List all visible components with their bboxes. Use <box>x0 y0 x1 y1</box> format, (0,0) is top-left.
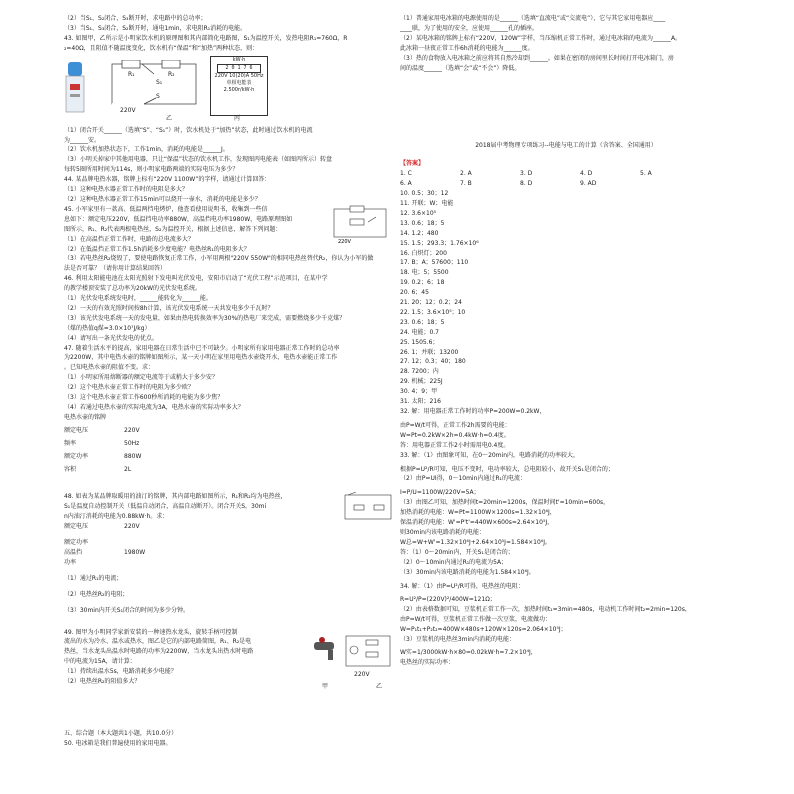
text-line: 为______安。 <box>64 136 101 144</box>
text-line: 法是否可靠？（请你用计算结果回答） <box>64 265 167 273</box>
solution-line: 33. 解：（1）由图象可知，在0～20min内，电路消耗的功率较大， <box>400 451 580 459</box>
text-line: （2）这种电热水器正常工作15min可以烧开一壶水，消耗的电能是多少？ <box>64 195 261 203</box>
circuit-diagram <box>342 492 394 524</box>
meter-unit: kW·h <box>232 56 246 63</box>
answer-list <box>400 189 732 417</box>
table-key: 额定功率 <box>64 539 89 547</box>
text-line: （1）小明家所用熔断器的额定电流等于或稍大于多少安？ <box>64 374 218 382</box>
table-value: 220V <box>124 523 140 531</box>
table-row <box>64 452 214 462</box>
answer-tag: 【答案】 <box>400 160 425 168</box>
solution-line: 根据P=U²/R可知，电压不变时，电功率较大，总电阻较小，故开关S₁是闭合的； <box>400 465 614 473</box>
text-line: 45. 小军家里有一款高、低温两挡电烤炉，他查看使用说明书，收集到一些信 <box>64 205 268 213</box>
table-key: 功率 <box>64 558 77 566</box>
solution-line: 保温消耗的电能：W'=P't'=440W×600s=2.64×10⁵J， <box>400 519 554 527</box>
choice-answer: 4. D <box>580 170 593 178</box>
text-line: 。已知电热水壶的阻值不变。求： <box>64 364 155 372</box>
text-line: （3）30min内开关S₁闭合的时间为多少分钟。 <box>64 606 189 614</box>
solution-line: I=P/U=1100W/220V=5A； <box>400 489 480 497</box>
solution-line: W实=1/3000kW·h×80=0.02kW·h=7.2×10⁴J， <box>400 648 537 656</box>
voltage-label: 220V <box>338 238 351 245</box>
choice-answer: 3. D <box>520 170 533 178</box>
text-line: （2）一天的有效光照时间按8h计算，该光伏发电系统一天共发电多少千瓦时？ <box>64 304 274 312</box>
voltage-label: 220V <box>354 670 370 678</box>
nameplate-table-47 <box>64 413 396 475</box>
text-line: 43. 如图甲，乙所示是小明家饮水机的原理图和其内部简化电路图，S₁为温控开关，发热电阻R₁=760Ω，R <box>64 34 348 42</box>
text-line: （3）热的食物放入电冰箱之前应将其自然冷却到______。如果在密闭的房间里长时间打开电冰箱门，房 <box>400 54 674 62</box>
answer-line: 12. 3.6×10⁵ <box>400 209 437 217</box>
text-line: （2）这个电热水壶正常工作时的电阻为多少欧？ <box>64 384 194 392</box>
text-line: （1）通过R₁的电流； <box>64 574 123 582</box>
table-row <box>64 439 214 449</box>
text-line: （1）光伏发电系统发电时，______能转化为______能。 <box>64 295 212 303</box>
text-line: 为2200W，其中电热水壶的铭牌如图所示，某一天小明在家里用电热水壶烧开水，电热水壶能正常工作 <box>64 354 338 362</box>
solution-line: （3）豆浆机的电热丝3min内消耗的电能： <box>400 636 515 644</box>
meter-digits: 2 0 1 7 6 <box>217 64 261 73</box>
circuit-diagram <box>330 205 390 245</box>
solution-line: 34. 解：（1）由P=U²/R可得，电热丝的电阻： <box>400 582 524 590</box>
answer-line: 13. 0.6；18；5 <box>400 219 445 227</box>
text-line: ____联，为了使用的安全，应使用______孔的插座。 <box>400 24 539 32</box>
solution-list <box>400 421 732 668</box>
solution-line: 答：用电器正常工作2小时需用电0.4度。 <box>400 441 510 449</box>
solution-line: 加热消耗的电能：W=Pt=1100W×1200s=1.32×10⁶J， <box>400 509 556 517</box>
answer-line: 24. 电能；0.7 <box>400 328 439 336</box>
choice-answers <box>400 179 732 189</box>
figure-label-bing: 丙 <box>234 114 241 122</box>
table-title: 电热水壶的铭牌 <box>64 413 107 421</box>
answer-line: 10. 0.5；30；12 <box>400 190 449 198</box>
text-line: 热丝，当水龙头出温水时电路的功率为2200W，当水龙头出热水时电路 <box>64 648 254 656</box>
s-label: S <box>156 92 160 100</box>
solution-line: 由P=W/t可得，正常工作2h需要的电能： <box>400 421 511 429</box>
answer-line: 19. 0.2；6；18 <box>400 279 445 287</box>
text-line: 46. 利用太阳能电池在太阳光照射下发电叫光伏发电，安阳市启动了“光伏工程”示范项目，在某中学 <box>64 275 328 283</box>
text-line: 间的温度______（选填“会”或“不会”）降低。 <box>400 64 521 72</box>
table-value: 880W <box>124 452 142 460</box>
circuit-diagram <box>104 60 204 116</box>
text-line: 的教学楼顶安装了总功率为20kW的光伏发电系统。 <box>64 285 202 293</box>
answer-line: 28. 7200；内 <box>400 368 439 376</box>
text-line: （3）小明关掉家中其他用电器，只让“保温”状态的饮水机工作，发现图丙电能表（如图丙所示）转盘 <box>64 156 333 164</box>
text-line: S₁是温度自动控制开关（低温自动闭合，高温自动断开）。闭合开关S，30mi <box>64 503 267 511</box>
text-line: 息如下：额定电压220V，低温挡电功率880W，高温挡电功率1980W，电路原理图如 <box>64 215 293 223</box>
text-line: ₂=40Ω，且阻值不随温度变化，饮水机有“保温”和“加热”两种状态，则： <box>64 44 259 52</box>
figure-label-yi: 乙 <box>166 114 173 122</box>
answer-line: 17. B；A；57600；110 <box>400 259 469 267</box>
solution-line: （3）由图乙可知，加热时间t=20min=1200s，保温时间t'=10min=600s， <box>400 499 610 507</box>
solution-line: 电热丝的实际功率： <box>400 658 455 666</box>
text-line: 47. 随着生活水平的提高，家用电器在日常生活中已不可缺少。小明家所有家用电器正常工作时的总功率 <box>64 344 340 352</box>
meter-spec: 2.500r/kW·h <box>223 86 255 93</box>
solution-line: 则30min内该电路消耗的电能： <box>400 528 485 536</box>
answer-line: 22. 1.5；3.6×10⁵；10 <box>400 308 466 316</box>
text-line: （2）电热丝R₂的阻值多大？ <box>64 678 141 686</box>
left-column <box>64 14 396 749</box>
text-line: （1）持续出温水5s，电路消耗多少电能？ <box>64 668 177 676</box>
solution-line: （2）0～10min内通过R₁的电流为5A； <box>400 558 508 566</box>
voltage-label: 220V <box>120 106 136 114</box>
text-line: （煤的热值q煤=3.0×10⁷J/kg） <box>64 324 151 332</box>
table-value: 2L <box>124 465 132 473</box>
table-row <box>64 538 214 548</box>
answer-line: 16. 白炽灯；200 <box>400 249 447 257</box>
text-line: （3）这个电热水壶正常工作600秒所消耗的电能为多少焦？ <box>64 394 224 402</box>
answer-line: 20. 6；45 <box>400 289 429 297</box>
text-line: （1）这种电热水器正常工作时的电阻是多大？ <box>64 186 188 194</box>
text-line: （1）在高温挡正常工作时，电路的总电流多大？ <box>64 235 194 243</box>
table-row <box>64 465 214 475</box>
text-line: （3）该光伏发电系统一天的发电量，如果由热电转换效率为30%的热电厂来完成，需要燃烧多少千克煤？ <box>64 314 346 322</box>
text-line: （3）若电热丝R₂烧毁了，要使电路恢复正常工作，小军用两根"220V 550W"的相同电热丝替代R₂，你认为小军的做 <box>64 255 374 263</box>
solution-line: （2）由P=UI得，0～10min内通过R₁的电流： <box>400 475 526 483</box>
table-row <box>64 522 214 532</box>
text-line: （4）若通过电热水壶的实际电流为3A，电热水壶的实际功率多大？ <box>64 404 244 411</box>
text-line: （2）在低温挡正常工作1.5h消耗多少度电能？电热丝R₁的电阻多大？ <box>64 245 250 253</box>
choice-answer: 9. AD <box>580 180 597 188</box>
text-line: （2）饮水机加热状态下，工作1min，消耗的电能是______J。 <box>64 146 229 154</box>
solution-line: R=U²/P=(220V)²/400W=121Ω； <box>400 596 496 604</box>
solution-line: W=Pt=0.2kW×2h=0.4kW·h=0.4度。 <box>400 431 510 439</box>
text-line: （4）请写出一条光伏发电的优点。 <box>64 334 158 342</box>
right-column <box>400 14 732 668</box>
answer-line: 30. 4；9；甲 <box>400 388 438 396</box>
figure-43 <box>64 56 396 124</box>
text-line: 此冰箱一昼夜正常工作6h消耗的电能为______度。 <box>400 44 534 52</box>
r1-label: R₁ <box>128 70 135 78</box>
answer-line: 18. 电；5；5500 <box>400 269 449 277</box>
answer-line: 21. 20；12；0.2；24 <box>400 299 462 307</box>
table-row <box>64 548 214 558</box>
document-title: 2018届中考物理专项练习--电能与电工的计算（含答案、全国通用） <box>475 142 657 150</box>
table-value: 1980W <box>124 548 146 556</box>
s1-label: S₁ <box>156 78 163 86</box>
choice-answer: 5. A <box>640 170 652 178</box>
text-line: 49. 图甲为小明同学家新安装的一种速热水龙头，旋转手柄可控制 <box>64 628 238 636</box>
section-heading: 五、综合题（本大题共1小题，共10.0分） <box>64 729 178 737</box>
table-key: 高温挡 <box>64 548 83 556</box>
table-row <box>64 426 214 436</box>
choice-answers <box>400 169 732 179</box>
answer-line: 29. 机械；225J <box>400 378 443 386</box>
table-value: 50Hz <box>124 439 140 447</box>
table-key: 额定功率 <box>64 452 89 460</box>
meter-spec: 单相电能表 <box>226 79 252 86</box>
text-line: 中的电流为15A，请计算： <box>64 658 136 666</box>
table-value: 220V <box>124 426 140 434</box>
text-line: （2）当S₁、S₂闭合，S₃断开时，求电路中的总功率； <box>64 15 207 22</box>
meter-spec: 220V 10(20)A 50Hz <box>214 72 264 79</box>
text-line: 50. 电冰箱是我们普遍使用的家用电器。 <box>64 739 172 747</box>
answer-line: 14. 1.2；480 <box>400 229 439 237</box>
nameplate-table-48 <box>64 522 396 568</box>
water-dispenser-image <box>64 62 86 114</box>
text-line: （3）当S₁、S₃闭合，S₂断开时，通电1min，求电阻R₁消耗的电能。 <box>64 24 247 32</box>
figure-label-jia: 甲 <box>322 682 329 690</box>
choice-answer: 1. C <box>400 170 412 178</box>
solution-line: W总=W+W'=1.32×10⁶J+2.64×10⁵J=1.584×10⁶J。 <box>400 538 551 546</box>
table-key: 容积 <box>64 465 77 473</box>
table-key: 频率 <box>64 439 77 447</box>
solution-line: （3）30min内该电路消耗的电能为1.584×10⁶J。 <box>400 568 535 576</box>
choice-answer: 8. D <box>520 180 533 188</box>
solution-line: 答：（1）0～20min内，开关S₁是闭合的； <box>400 548 514 556</box>
answer-line: 26. 1；并联；13200 <box>400 348 459 356</box>
solution-line: （2）由表格数据可知，豆浆机正常工作一次，加热时间t₁=3min=480s，电动机工作时间t₂=2min=120s， <box>400 606 691 614</box>
answer-line: 11. 开联；W；电能 <box>400 199 454 207</box>
faucet-image <box>310 636 340 672</box>
choice-answer: 7. B <box>460 180 472 188</box>
table-key: 额定电压 <box>64 523 89 531</box>
solution-line: W=P₁t₁+P₂t₂=400W×480s+120W×120s=2.064×10⁵J； <box>400 626 567 634</box>
table-row <box>64 558 214 568</box>
r2-label: R₂ <box>168 70 175 78</box>
text-line: 流出的水为冷水、温水或热水，图乙是它的内部电路简图，R₁、R₂是电 <box>64 638 252 646</box>
solution-line: 由P=W/t可得，豆浆机正常工作做一次豆浆，电流做功： <box>400 616 551 624</box>
figure-label-yi: 乙 <box>376 682 383 690</box>
text-line: （2）电热丝R₂的电阻； <box>64 590 129 598</box>
electric-meter <box>210 56 268 116</box>
text-line: 图所示，R₁、R₂代表两根电热丝，S₂为温控开关，根据上述信息，解答下列问题： <box>64 225 282 233</box>
text-line: （2）某电冰箱的铭牌上标有“220V，120W”字样，当压缩机正常工作时，通过电冰箱的电流为______A。 <box>400 34 682 42</box>
text-line: n内油汀消耗的电能为0.88kW·h。求： <box>64 513 169 521</box>
choice-answer: 6. A <box>400 180 412 188</box>
text-line: （1）闭合开关______（选填“S”、“S₁”）时，饮水机处于“加热”状态，此时通过饮水机的电流 <box>64 126 313 134</box>
text-line: （1）普通家用电冰箱的电源使用的是______（选填“直流电”或“交流电”），它与其它家用电器应____ <box>400 15 666 22</box>
text-line: 48. 如表为某品牌取暖用的油汀的铭牌，其内部电路如图所示，R₁和R₂均为电热丝， <box>64 493 287 501</box>
answer-line: 25. 1505.6； <box>400 338 439 346</box>
answer-line: 27. 12；0.3；40；180 <box>400 358 466 366</box>
answer-line: 32. 解：用电器正常工作时的功率P=200W=0.2kW， <box>400 408 546 415</box>
answer-line: 15. 1.5；293.3；1.76×10⁶ <box>400 239 479 247</box>
answer-line: 31. 太阳；216 <box>400 398 441 406</box>
answer-line: 23. 0.6；18；5 <box>400 318 445 326</box>
text-line: 每转5圈所用时间为114s，则小明家电路两端的实际电压为多少？ <box>64 166 239 174</box>
choice-answer: 2. A <box>460 170 472 178</box>
table-key: 额定电压 <box>64 426 89 434</box>
text-line: 44. 某品牌电热水器，铭牌上标有“220V 1100W”的字样，请通过计算回答： <box>64 176 271 184</box>
